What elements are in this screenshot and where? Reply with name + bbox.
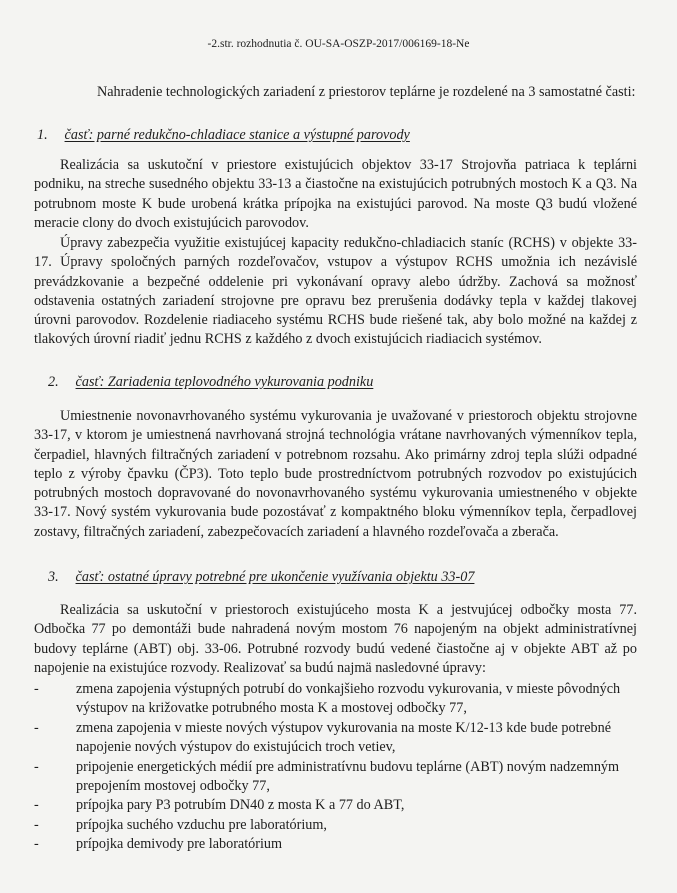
section-1-heading	[37, 127, 410, 144]
dash-bullet: -	[34, 719, 39, 736]
dash-bullet: -	[34, 681, 39, 697]
list-item-text: prípojka suchého vzduchu pre laboratórium,	[76, 816, 327, 833]
list-item-text: prípojka demivody pre laboratórium	[76, 836, 283, 853]
list-item	[34, 835, 638, 854]
section-3-number: 3.	[48, 569, 59, 585]
section-1-title: časť: parné redukčno-chladiace stanice a výstupné parovody	[64, 127, 410, 143]
section-2-heading	[48, 374, 373, 391]
section-2-title: časť: Zariadenia teplovodného vykurovania podniku	[75, 374, 374, 390]
list-item-text: pripojenie energetických médií pre administratívnu budovu teplárne (ABT) novým nadzemným prepojením mostovej odbočky 77,	[76, 758, 620, 795]
section-1-number: 1.	[37, 127, 48, 143]
dash-bullet: -	[34, 816, 39, 833]
section-3-heading	[48, 569, 474, 586]
section-3-list	[34, 680, 638, 855]
section-1-paragraph-1: Realizácia sa uskutoční v priestore existujúcich objektov 33-17 Strojovňa patriaca k teplárni podniku, na streche susedného objektu 33-13 a čiastočne na existujúcich potrubných mostoch K a Q3. Na potrubnom moste K bude urobená krátka prípojka na existujúci parovod. Na moste Q3 budú vložené meracie clony do dvoch existujúcich parovodov.	[34, 157, 637, 231]
section-2-paragraph-1: Umiestnenie novonavrhovaného systému vykurovania je uvažované v priestoroch objektu strojovne 33-17, v ktorom je umiestnená navrhovaná strojná technológia vrátane navrhovaných výmenníkov tepla, čerpadiel, hlavných filtračných zariadení v potrebnom rozsahu. Ako primárny zdroj tepla slúži odpadné teplo z výroby čpavku (ČP3). Toto teplo bude prostredníctvom potrubných rozvodov po existujúcich potrubných mostoch dopravované do novonavrhovaného systému vykurovania umiestneného v objekte 33-17. Nový systém vykurovania bude pozostávať z kompaktného bloku výmenníkov tepla, čerpadlovej zostavy, filtračných zariadení, zabezpečovacích zariadení a hlavného rozdeľovača a zberača.	[34, 408, 637, 540]
dash-bullet: -	[34, 797, 39, 814]
section-3-paragraph-1: Realizácia sa uskutoční v priestoroch existujúceho mosta K a jestvujúcej odbočky mosta 77. Odbočka 77 po demontáži bude nahradená novým mostom 76 napojeným na objekt administratívnej budovy teplárne (ABT) obj. 33-06. Potrubné rozvody budú vedené čiastočne aj v objekte ABT až po napojenie na existujúce rozvody. Realizovať sa budú najmä nasledovné úpravy:	[34, 602, 637, 676]
section-1-paragraph-2: Úpravy zabezpečia využitie existujúcej kapacity redukčno-chladiacich staníc (RCHS) v objekte 33-17. Úpravy spoločných parných rozdeľovačov, vstupov a výstupov RCHS umožnia ich nezávislé prevádzkovanie a bezpečné oddelenie pri vykonávaní opravy alebo údržby. Zachová sa možnosť odstavenia ostatných zariadení strojovne pre opravu bez prerušenia dodávky tepla v každej tlakovej úrovni parovodov. Rozdelenie riadiaceho systému RCHS bude riešené tak, aby bolo možné na každej z tlakových úrovní riadiť jednu RCHS z každého z dvoch existujúcich riadiacich systémov.	[34, 235, 637, 348]
dash-bullet: -	[34, 836, 39, 853]
section-2-number: 2.	[48, 374, 59, 390]
list-item	[34, 719, 638, 758]
list-item-text: prípojka pary P3 potrubím DN40 z mosta K a 77 do ABT,	[76, 797, 405, 814]
list-item-text: zmena zapojenia výstupných potrubí do vonkajšieho rozvodu vykurovania, v mieste pôvodných výstupov na križovatke potrubného mosta K a mostovej odbočky 77,	[76, 681, 621, 717]
list-item	[34, 758, 638, 797]
intro-text: Nahradenie technologických zariadení z priestorov teplárne je rozdelené na 3 samostatné časti:	[97, 84, 636, 100]
list-item	[34, 680, 638, 719]
dash-bullet: -	[34, 758, 39, 775]
list-item	[34, 816, 638, 835]
list-item-text: zmena zapojenia v mieste nových výstupov vykurovania na moste K/12-13 kde bude potrebné napojenie nových výstupov do existujúcich troch vetiev,	[76, 719, 612, 756]
page-header: -2.str. rozhodnutia č. OU-SA-OSZP-2017/006169-18-Ne	[207, 38, 470, 50]
section-3-title: časť: ostatné úpravy potrebné pre ukončenie využívania objektu 33-07	[75, 569, 475, 585]
list-item	[34, 796, 638, 815]
